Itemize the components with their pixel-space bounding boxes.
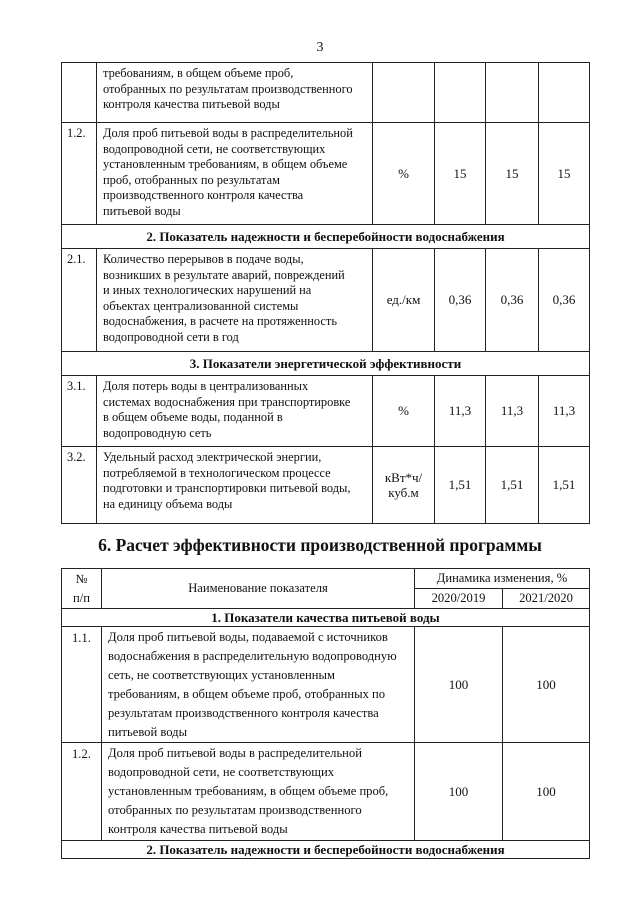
value-cell: 11,3 [486, 376, 539, 447]
row-number: 3.2. [62, 447, 97, 524]
value-cell: 1,51 [486, 447, 539, 524]
table-row [62, 627, 590, 743]
value-cell: 100 [415, 627, 503, 743]
section-title: 2. Показатель надежности и бесперебойности водоснабжения [62, 841, 590, 859]
value-cell: 0,36 [435, 249, 486, 352]
row-number: 3.1. [62, 376, 97, 447]
table-row [62, 123, 590, 225]
indicators-table [61, 62, 590, 524]
section-row [62, 609, 590, 627]
table-row [62, 249, 590, 352]
indicator-name: Доля проб питьевой воды, подаваемой с источников водоснабжения в распределительную водопроводную сеть, не соответствующих установленным требованиям, в общем объеме проб, отобранных по результатам производственного контроля качества питьевой воды [102, 627, 415, 743]
section-row [62, 225, 590, 249]
value-cell: 15 [486, 123, 539, 225]
header-row [62, 569, 590, 589]
indicator-name: Доля проб питьевой воды в распределительной водопроводной сети, не соответствующих установленным требованиям, в общем объеме проб, отобранных по результатам производственного контроля качества питьевой воды [97, 123, 373, 225]
row-number [62, 63, 97, 123]
row-number: 1.1. [62, 627, 102, 743]
indicator-name: Доля проб питьевой воды в распределительной водопроводной сети, не соответствующих установленным требованиям, в общем объеме проб, отобранных по результатам производственного контроля качества питьевой воды [102, 743, 415, 841]
unit-cell: ед./км [373, 249, 435, 352]
section-row [62, 841, 590, 859]
value-cell: 0,36 [539, 249, 590, 352]
period-header: 2021/2020 [503, 589, 590, 609]
indicator-name: Доля потерь воды в централизованных системах водоснабжения при транспортировке в общем объеме воды, поданной в водопроводную сеть [97, 376, 373, 447]
section-row [62, 352, 590, 376]
value-cell: 100 [503, 743, 590, 841]
dynamics-header: Динамика изменения, % [415, 569, 590, 589]
indicator-name: требованиям, в общем объеме проб, отобранных по результатам производственного контроля качества питьевой воды [97, 63, 373, 123]
section-title: 1. Показатели качества питьевой воды [62, 609, 590, 627]
value-cell: 1,51 [435, 447, 486, 524]
value-cell: 100 [503, 627, 590, 743]
value-cell: 100 [415, 743, 503, 841]
name-header: Наименование показателя [102, 569, 415, 609]
indicator-name: Количество перерывов в подаче воды, возникших в результате аварий, повреждений и иных технологических нарушений на объектах централизованной системы водоснабжения, в расчете на протяженность водопроводной сети в год [97, 249, 373, 352]
row-number: 1.2. [62, 743, 102, 841]
page-number: 3 [316, 40, 324, 55]
section-heading: 6. Расчет эффективности производственной программы [98, 535, 542, 555]
value-cell: 11,3 [435, 376, 486, 447]
section-title: 2. Показатель надежности и бесперебойности водоснабжения [62, 225, 590, 249]
value-cell: 15 [539, 123, 590, 225]
period-header: 2020/2019 [415, 589, 503, 609]
unit-cell: % [373, 376, 435, 447]
section-title: 3. Показатели энергетической эффективности [62, 352, 590, 376]
unit-cell: кВт*ч/ куб.м [373, 447, 435, 524]
table-row [62, 447, 590, 524]
row-number: 2.1. [62, 249, 97, 352]
value-cell: 11,3 [539, 376, 590, 447]
number-header: № п/п [62, 569, 102, 609]
table-row [62, 63, 590, 123]
indicator-name: Удельный расход электрической энергии, потребляемой в технологическом процессе подготовки и транспортировки питьевой воды, на единицу объема воды [97, 447, 373, 524]
value-cell: 15 [435, 123, 486, 225]
table-row [62, 376, 590, 447]
value-cell: 0,36 [486, 249, 539, 352]
row-number: 1.2. [62, 123, 97, 225]
unit-cell: % [373, 123, 435, 225]
table-row [62, 743, 590, 841]
efficiency-table [61, 568, 590, 859]
value-cell: 1,51 [539, 447, 590, 524]
